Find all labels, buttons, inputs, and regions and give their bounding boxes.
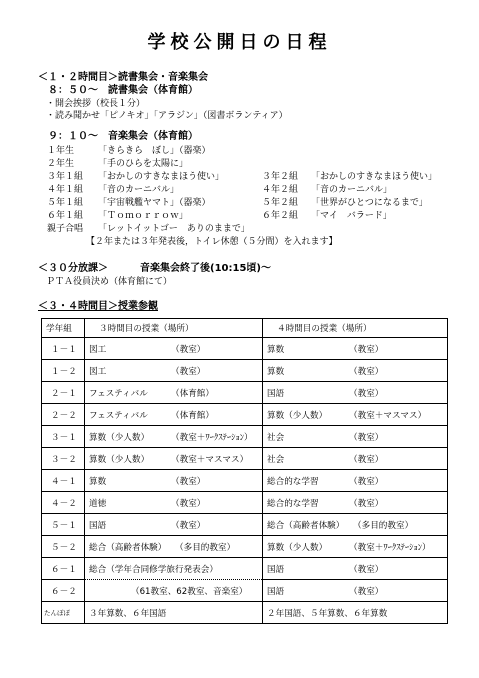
pta-item: ＰＴＡ役員決め（体育館にて）: [46, 277, 173, 287]
period3-subject: 算数: [89, 476, 107, 487]
class-cell: ２－２: [42, 404, 85, 426]
period4-place: （教室）: [349, 344, 384, 355]
music-song: 「宇宙戦艦ヤマト」（器楽）: [98, 198, 211, 208]
header-period3: ３時間目の授業（場所）: [85, 319, 263, 338]
period3-subject: 国語: [89, 520, 107, 531]
period4-subject: 算数（少人数）: [267, 542, 328, 553]
period3-place: （多目的教室）: [175, 542, 236, 553]
class-cell: １－２: [42, 360, 85, 382]
class-observation-table: [41, 318, 448, 624]
chorus-song: 「レットイットゴー ありのままで」: [98, 224, 250, 234]
music-song-class2: 「マイ バラード」: [311, 211, 392, 221]
music-grade-class2: ６年２組: [262, 211, 299, 221]
period3-subject: 算数（少人数）: [89, 454, 150, 465]
table-row: [42, 338, 448, 360]
page-title: 学校公開日の日程: [147, 32, 332, 53]
class-cell: ２－１: [42, 382, 85, 404]
reading-session-time: ８：５０〜 読書集会（体育館）: [48, 85, 198, 96]
period3-place: （教室）: [171, 476, 206, 487]
class-cell: ６－１: [42, 558, 85, 580]
period4-subject: 算数（少人数）: [267, 410, 328, 421]
break-note: 【２年または３年発表後，トイレ休憩（５分間）を入れます】: [86, 237, 338, 247]
music-song: 「きらきら ぼし」（器楽）: [98, 146, 211, 156]
class-cell: ４－２: [42, 492, 85, 514]
table-row: [42, 382, 448, 404]
table-row: [42, 514, 448, 536]
period4-subject: ２年国語、５年算数、６年算数: [267, 608, 388, 619]
period3-place: （教室）: [171, 498, 206, 509]
music-grade: ４年１組: [47, 185, 84, 195]
music-grade: ２年生: [47, 159, 75, 169]
period4-subject: 算数: [267, 344, 285, 355]
music-song-class2: 「音のカーニバル」: [311, 185, 393, 195]
class-cell: たんぽぽ: [42, 602, 85, 624]
period3-subject: 図工: [89, 366, 107, 377]
chorus-label: 親子合唱: [47, 224, 84, 234]
music-song-class2: 「おかしのすきなまほう使い」: [311, 172, 438, 182]
period3-subject: フェスティバル: [89, 388, 148, 399]
music-song: 「おかしのすきなまほう使い」: [98, 172, 225, 182]
music-grade: ３年１組: [47, 172, 84, 182]
table-row: [42, 426, 448, 448]
period4-place: （教室）: [349, 564, 384, 575]
period3-place: （教室＋ﾜｰｸｽﾃｰｼｮﾝ）: [171, 432, 253, 443]
table-row: [42, 602, 448, 624]
table-header-row: [42, 319, 448, 338]
table-row: [42, 470, 448, 492]
period3-place: （教室）: [171, 520, 206, 531]
period3-place: （教室）: [171, 366, 206, 377]
period4-place: （教室＋ﾜｰｸｽﾃｰｼｮﾝ）: [349, 542, 431, 553]
period4-place: （教室）: [349, 388, 384, 399]
period3-place: （61教室、62教室、音楽室）: [131, 586, 248, 597]
period4-subject: 国語: [267, 564, 285, 575]
period3-subject: フェスティバル: [89, 410, 148, 421]
period3-place: （体育館）: [171, 410, 214, 421]
music-song: 「手のひらを太陽に」: [98, 159, 189, 169]
period3-subject: 道徳: [89, 498, 107, 509]
period3-subject: 総合（学年合同修学旅行発表会）: [89, 564, 218, 575]
period4-place: （多目的教室）: [353, 520, 414, 531]
table-row: [42, 536, 448, 558]
period3-subject: 算数（少人数）: [89, 432, 150, 443]
section2-time: 音楽集会終了後(10:15頃)〜: [140, 263, 271, 274]
period4-subject: 社会: [267, 432, 285, 443]
music-song-class2: 「世界がひとつになるまで」: [311, 198, 428, 208]
class-cell: １－１: [42, 338, 85, 360]
music-song: 「Ｔｏｍｏｒｒｏｗ」: [98, 211, 189, 221]
reading-item-1: ・開会挨拶（校長１分）: [46, 99, 146, 109]
table-row: [42, 404, 448, 426]
period3-subject: 図工: [89, 344, 107, 355]
period4-place: （教室）: [349, 366, 384, 377]
header-period4: ４時間目の授業（場所）: [263, 319, 448, 338]
table-row: [42, 448, 448, 470]
table-row: [42, 360, 448, 382]
class-cell: ５－２: [42, 536, 85, 558]
period4-subject: 国語: [267, 586, 285, 597]
period4-subject: 算数: [267, 366, 285, 377]
music-song: 「音のカーニバル」: [98, 185, 180, 195]
music-grade-class2: ５年２組: [262, 198, 299, 208]
header-class: 学年組: [42, 319, 85, 338]
period3-subject: 総合（高齢者体験）: [89, 542, 167, 553]
table-row: [42, 580, 448, 602]
period4-place: （教室）: [349, 454, 384, 465]
period4-place: （教室＋マスマス）: [349, 410, 427, 421]
music-grade: ６年１組: [47, 211, 84, 221]
class-cell: ３－２: [42, 448, 85, 470]
period4-subject: 総合（高齢者体験）: [267, 520, 345, 531]
period3-subject: ３年算数、６年国語: [89, 608, 167, 619]
music-session-time: ９：１０〜 音楽集会（体育館）: [48, 131, 198, 142]
period3-place: （教室）: [171, 344, 206, 355]
period4-place: （教室）: [349, 432, 384, 443]
reading-item-2: ・読み聞かせ「ピノキオ」「アラジン」（図書ボランティア）: [46, 111, 288, 121]
table-row: [42, 492, 448, 514]
class-cell: ５－１: [42, 514, 85, 536]
music-grade-class2: ４年２組: [262, 185, 299, 195]
section2-heading: ＜３０分放課＞: [38, 263, 108, 274]
music-grade: １年生: [47, 146, 75, 156]
period4-place: （教室）: [349, 476, 384, 487]
period4-place: （教室）: [349, 586, 384, 597]
period4-subject: 国語: [267, 388, 285, 399]
period3-place: （体育館）: [171, 388, 214, 399]
section3-heading: ＜３・４時間目＞授業参観: [38, 301, 158, 312]
period4-subject: 総合的な学習: [267, 476, 319, 487]
period4-place: （教室）: [349, 498, 384, 509]
period3-place: （教室＋マスマス）: [171, 454, 249, 465]
music-grade: ５年１組: [47, 198, 84, 208]
class-cell: ６－２: [42, 580, 85, 602]
music-grade-class2: ３年２組: [262, 172, 299, 182]
period4-subject: 社会: [267, 454, 285, 465]
class-cell: ３－１: [42, 426, 85, 448]
table-row: [42, 558, 448, 580]
class-cell: ４－１: [42, 470, 85, 492]
section1-heading: ＜１・２時間目＞読書集会・音楽集会: [38, 72, 208, 83]
period4-subject: 総合的な学習: [267, 498, 319, 509]
